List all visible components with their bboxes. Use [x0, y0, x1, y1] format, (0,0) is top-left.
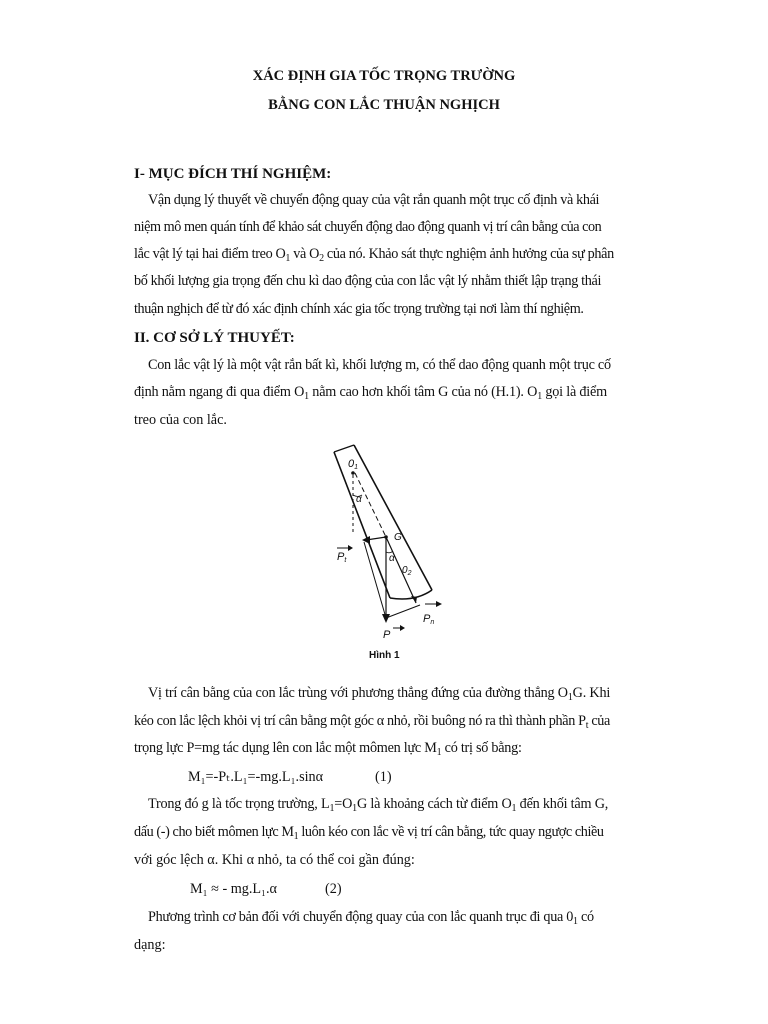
o1-point — [351, 471, 355, 475]
alpha-mid-label: α — [389, 553, 395, 564]
title-line-1: XÁC ĐỊNH GIA TỐC TRỌNG TRƯỜNG — [252, 68, 516, 84]
equation-2: M₁ ≈ - mg.L₁.α — [190, 881, 277, 897]
section-2-heading: II. CƠ SỞ LÝ THUYẾT: — [134, 330, 295, 346]
section-2-line-2: định nằm ngang đi qua điểm $O_1$ nằm cao hơn khối tâm G của nó (H.1). $O_1$ gọi là điểm — [134, 384, 607, 402]
pendulum-figure — [320, 440, 460, 665]
body-line-6: với góc lệch α. Khi α nhỏ, ta có thể coi gần đúng: — [134, 852, 415, 868]
p-label-arrow-head — [400, 625, 405, 631]
pn-label: Pn — [423, 613, 435, 626]
body-line-2: kéo con lắc lệch khỏi vị trí cân bằng một góc α nhỏ, rồi buông nó ra thì thành phần $P_t$ của — [134, 713, 610, 731]
body-line-7: Phương trình cơ bản đối với chuyển động quay của con lắc quanh trục đi qua $0_1$ có — [148, 909, 594, 927]
title-line-2: BẰNG CON LẮC THUẬN NGHỊCH — [268, 97, 500, 113]
centerline-dashed — [355, 473, 386, 537]
body-line-3: trọng lực P=mg tác dụng lên con lắc một mômen lực $M_1$ có trị số bằng: — [134, 740, 522, 758]
body-line-8: dạng: — [134, 937, 166, 953]
equation-1-number: (1) — [375, 769, 392, 785]
o2-label: $0_2$ — [402, 565, 412, 577]
section-2-line-3: treo của con lắc. — [134, 412, 227, 428]
g-point — [384, 535, 388, 539]
alpha-top-label: α — [356, 494, 362, 505]
equation-2-number: (2) — [325, 881, 342, 897]
p-label: P — [383, 629, 391, 641]
section-1-line-2: niệm mô men quán tính để khảo sát chuyển động dao động quanh vị trí cân bằng của con — [134, 219, 602, 235]
body-line-4: Trong đó g là tốc trọng trường, $L_1=O_1G$ là khoảng cách từ điểm $O_1$ đến khối tâm G, — [148, 796, 609, 814]
body-line-5: dấu (-) cho biết mômen lực $M_1$ luôn kéo con lắc về vị trí cân bằng, tức quay ngược chiều — [134, 824, 604, 842]
g-label: G — [394, 532, 402, 543]
figure-caption: Hình 1 — [369, 650, 400, 661]
rod-top-edge — [334, 445, 354, 452]
rod-left-edge — [334, 452, 390, 598]
p-arrow-head — [382, 614, 390, 623]
pt-label-arrow-head — [348, 545, 353, 551]
o1-label: 01 — [348, 458, 359, 471]
pn-label-arrow-head — [436, 601, 442, 607]
equation-1: M₁=-Pₜ.L₁=-mg.L₁.sinα — [188, 769, 324, 785]
section-2-line-1: Con lắc vật lý là một vật rắn bất kì, khối lượng m, có thể dao động quanh một trục cố — [148, 357, 611, 373]
body-line-1: Vị trí cân bằng của con lắc trùng với phương thẳng đứng của đường thẳng $O_1G$. Khi — [148, 685, 611, 703]
rod-right-edge — [354, 445, 432, 590]
pt-label: Pt — [337, 551, 347, 564]
parallelogram-bottom — [386, 605, 420, 618]
section-1-line-4: bố khối lượng gia trọng đến chu kì dao động của con lắc vật lý nhằm thiết lập trạng thái — [134, 273, 602, 289]
section-1-line-3: lắc vật lý tại hai điểm treo $O_1$ và $O_2$ của nó. Khảo sát thực nghiệm ảnh hưởng của sự phân — [134, 246, 614, 264]
center-line-lower — [386, 537, 416, 603]
section-1-heading: I- MỤC ĐÍCH THÍ NGHIỆM: — [134, 166, 332, 182]
pn-arrow-head — [411, 596, 417, 603]
section-1-line-5: thuận nghịch để từ đó xác định chính xác gia tốc trọng trường tại nơi làm thí nghiệm. — [134, 301, 584, 317]
section-1-line-1: Vận dụng lý thuyết về chuyển động quay của vật rắn quanh một trục cố định và khái — [148, 192, 600, 208]
